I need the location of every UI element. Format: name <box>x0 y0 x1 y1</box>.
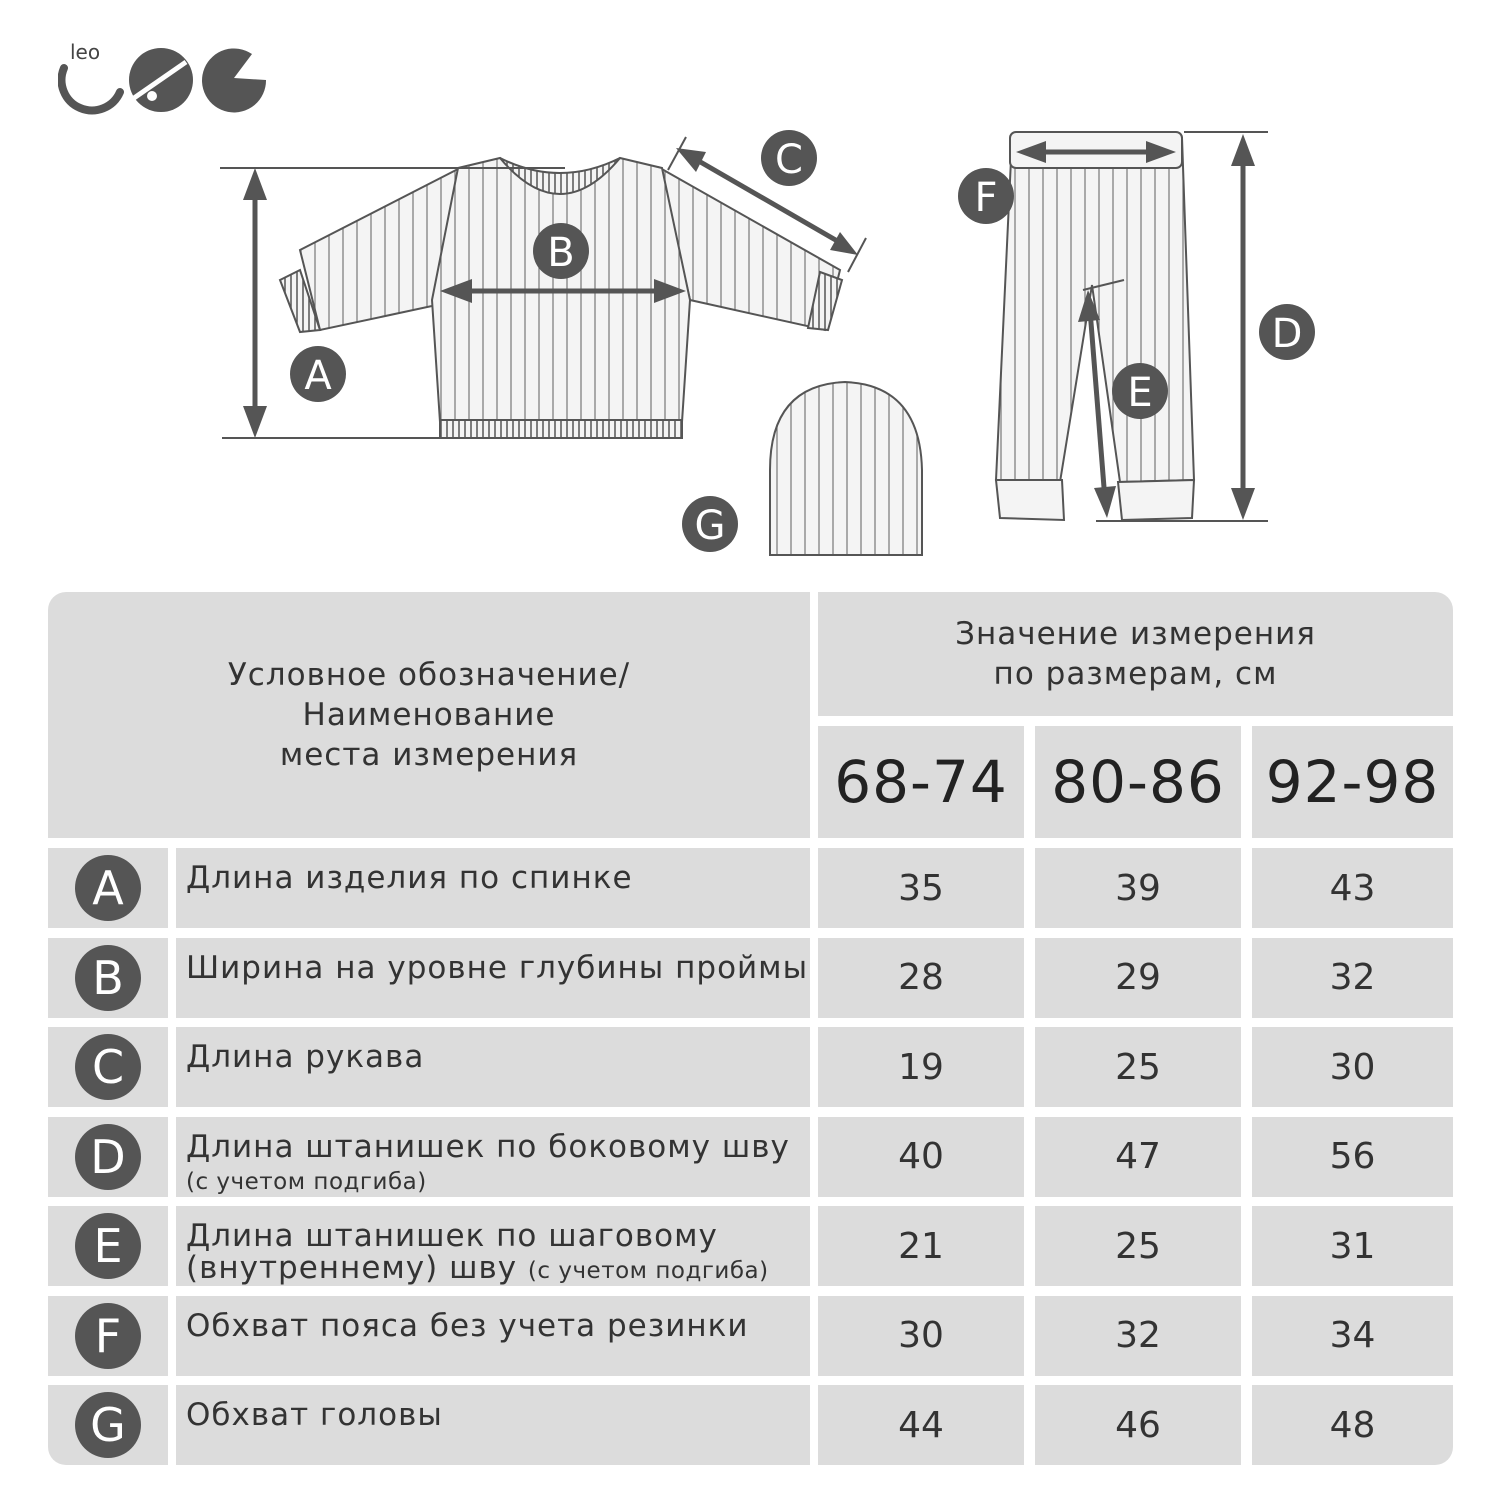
row-label: Ширина на уровне глубины проймы <box>186 949 809 986</box>
row-label-cell <box>176 1206 810 1286</box>
row-letter-badge: D <box>75 1124 141 1190</box>
row-letter-cell <box>48 848 168 928</box>
row-letter-cell <box>48 1296 168 1376</box>
row-label-note: (с учетом подгиба) <box>527 1258 769 1284</box>
row-letter-cell <box>48 938 168 1018</box>
size-header: 92-98 <box>1252 726 1453 838</box>
brand-small-text: leo <box>70 40 101 64</box>
row-label: Длина штанишек по боковому шву <box>186 1128 790 1165</box>
row-value-cell: 32 <box>1252 938 1453 1018</box>
header-designation-line: Наименование <box>302 697 556 733</box>
row-value-cell: 30 <box>818 1296 1024 1376</box>
marker-g <box>682 496 738 552</box>
row-value-cell: 28 <box>818 938 1024 1018</box>
row-value-cell: 32 <box>1035 1296 1241 1376</box>
row-label-cell <box>176 848 810 928</box>
row-label: Длина изделия по спинке <box>186 860 633 896</box>
row-value-cell: 46 <box>1035 1385 1241 1465</box>
row-label: Обхват пояса без учета резинки <box>186 1307 749 1344</box>
marker-c <box>761 130 817 186</box>
marker-e <box>1112 363 1168 419</box>
row-letter-badge: A <box>75 855 141 921</box>
row-label-cell <box>176 1117 810 1197</box>
row-value-cell: 56 <box>1252 1117 1453 1197</box>
row-value-cell: 30 <box>1252 1027 1453 1107</box>
row-value-cell: 34 <box>1252 1296 1453 1376</box>
size-header: 80-86 <box>1035 726 1241 838</box>
marker-d <box>1259 304 1315 360</box>
marker-f-label: F <box>974 175 998 221</box>
header-designation-line: Условное обозначение/ <box>227 657 631 693</box>
pants-drawing <box>996 132 1194 520</box>
row-value-cell: 25 <box>1035 1027 1241 1107</box>
header-designation <box>48 592 810 838</box>
header-measurement <box>818 592 1453 716</box>
row-label-cell <box>176 938 810 1018</box>
row-label: Длина рукава <box>186 1039 425 1075</box>
row-letter-badge: B <box>75 945 141 1011</box>
garment-diagram <box>0 0 1501 580</box>
header-measurement-line: по размерам, см <box>993 656 1278 692</box>
row-label: Обхват головы <box>186 1397 443 1433</box>
row-value-cell: 25 <box>1035 1206 1241 1286</box>
row-letter-badge: G <box>75 1392 141 1458</box>
row-value-cell: 31 <box>1252 1206 1453 1286</box>
size-header: 68-74 <box>818 726 1024 838</box>
row-value-cell: 21 <box>818 1206 1024 1286</box>
marker-b <box>533 223 589 279</box>
marker-b-label: B <box>547 230 575 276</box>
sweater-drawing <box>280 158 842 438</box>
row-label: Длина штанишек по шаговому (внутреннему) шву <box>186 1218 718 1286</box>
row-value-cell: 43 <box>1252 848 1453 928</box>
row-letter-badge: C <box>75 1034 141 1100</box>
size-table <box>48 592 1453 1464</box>
row-value-cell: 40 <box>818 1117 1024 1197</box>
header-designation-line: места измерения <box>279 737 579 773</box>
row-letter-cell <box>48 1027 168 1107</box>
marker-e-label: E <box>1127 370 1153 416</box>
row-letter-cell <box>48 1385 168 1465</box>
row-letter-cell <box>48 1117 168 1197</box>
row-letter-badge: F <box>75 1303 141 1369</box>
marker-a-label: A <box>304 353 332 399</box>
marker-a <box>290 346 346 402</box>
row-value-cell: 48 <box>1252 1385 1453 1465</box>
row-value-cell: 39 <box>1035 848 1241 928</box>
row-label-cell <box>176 1296 810 1376</box>
row-label-cell <box>176 1385 810 1465</box>
row-value-cell: 47 <box>1035 1117 1241 1197</box>
marker-d-label: D <box>1271 311 1303 357</box>
marker-f <box>958 168 1014 224</box>
marker-g-label: G <box>694 503 726 549</box>
row-letter-badge: E <box>75 1213 141 1279</box>
marker-c-label: C <box>775 137 803 183</box>
row-letter-cell <box>48 1206 168 1286</box>
row-value-cell: 44 <box>818 1385 1024 1465</box>
row-label-note: (с учетом подгиба) <box>186 1168 427 1195</box>
row-value-cell: 19 <box>818 1027 1024 1107</box>
row-value-cell: 29 <box>1035 938 1241 1018</box>
row-label-cell <box>176 1027 810 1107</box>
header-measurement-line: Значение измерения <box>955 616 1316 652</box>
row-value-cell: 35 <box>818 848 1024 928</box>
